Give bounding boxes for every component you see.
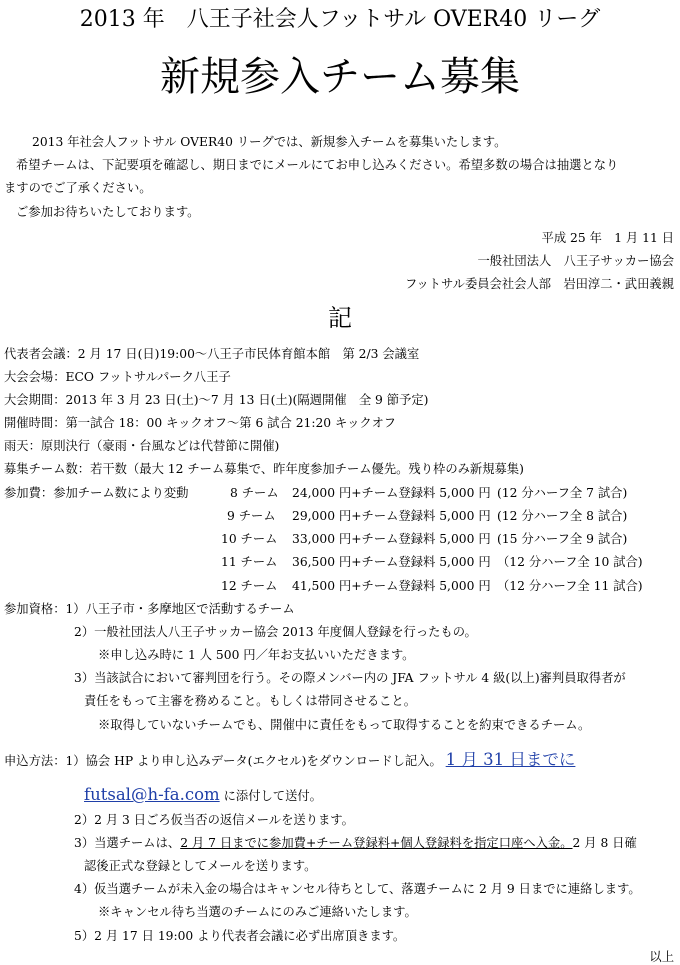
fee-amount: 36,500 円+チーム登録料 5,000 円 <box>292 555 491 569</box>
header-title: 2013 年 八王子社会人フットサル OVER40 リーグ <box>79 7 601 32</box>
fee-row <box>0 531 680 547</box>
application-method-1 <box>4 752 575 769</box>
fee-amount: 24,000 円+チーム登録料 5,000 円 <box>292 486 491 500</box>
fee-note: (12 分ハーフ全 8 試合) <box>497 509 628 523</box>
fee-amount: 33,000 円+チーム登録料 5,000 円 <box>292 532 491 546</box>
qualification-3-cont: 責任をもって主審を務めること。もしくは帯同させること。 <box>84 694 417 708</box>
qualification-3: 3）当該試合において審判団を行う。その際メンバー内の JFA フットサル 4 級(以上)審判員取得者が <box>74 671 626 685</box>
fee-row <box>0 578 680 594</box>
email-link[interactable]: futsal@h-fa.com <box>84 785 220 804</box>
email-line-tail: に添付して送付。 <box>223 789 322 803</box>
end-mark: 以上 <box>649 950 674 964</box>
match-time: 開催時間：第一試合 18：00 キックオフ～第 6 試合 21:20 キックオフ <box>4 416 396 430</box>
deadline-link[interactable]: 1 月 31 日までに <box>445 750 576 769</box>
application-method-3 <box>74 835 637 851</box>
method-3-suffix: 2 月 8 日確 <box>572 836 637 850</box>
qualification-2: 2）一般社団法人八王子サッカー協会 2013 年度個人登録を行ったもの。 <box>74 625 477 639</box>
fee-note: （12 分ハーフ全 10 試合) <box>497 555 643 569</box>
fee-teams: 10 チーム <box>221 532 278 546</box>
rain-policy: 雨天：原則決行（豪雨・台風などは代替節に開催) <box>4 439 280 453</box>
method-3-prefix: 3）当選チームは、 <box>74 836 181 850</box>
fee-row <box>0 485 680 501</box>
fee-row <box>0 554 680 570</box>
application-method-5: 5）2 月 17 日 19:00 より代表者会議に必ず出席頂きます。 <box>74 929 406 943</box>
fee-row <box>0 508 680 524</box>
fee-note: （12 分ハーフ全 11 試合) <box>497 579 643 593</box>
fee-teams: 9 チーム <box>227 509 276 523</box>
fee-amount: 29,000 円+チーム登録料 5,000 円 <box>292 509 491 523</box>
fee-label: 参加費：参加チーム数により変動 <box>4 486 189 500</box>
application-method-3-cont: 認後正式な登録としてメールを送ります。 <box>84 859 317 873</box>
application-method-4: 4）仮当選チームが未入金の場合はキャンセル待ちとして、落選チームに 2 月 9 日までに連絡します。 <box>74 882 641 896</box>
application-method-2: 2）2 月 3 日ごろ仮当否の返信メールを送ります。 <box>74 813 354 827</box>
fee-amount: 41,500 円+チーム登録料 5,000 円 <box>292 579 491 593</box>
qualification-1: 参加資格：1）八王子市・多摩地区で活動するチーム <box>4 602 295 616</box>
intro-p2b: ますのでご了承ください。 <box>4 181 152 195</box>
issue-date: 平成 25 年 1 月 11 日 <box>541 231 674 245</box>
application-method-1-text: 申込方法：1）協会 HP より申し込みデータ(エクセル)をダウンロードし記入。 <box>4 754 442 768</box>
venue: 大会会場：ECO フットサルパーク八王子 <box>4 370 231 384</box>
fee-teams: 12 チーム <box>221 579 278 593</box>
fee-teams: 11 チーム <box>221 555 278 569</box>
intro-p1: 2013 年社会人フットサル OVER40 リーグでは、新規参入チームを募集いたします。 <box>32 135 507 149</box>
qualification-2-note: ※申し込み時に 1 人 500 円／年お支払いいただきます。 <box>98 648 415 662</box>
qualification-3-note: ※取得していないチームでも、開催中に責任をもって取得することを約束できるチーム。 <box>98 718 591 732</box>
intro-p2a: 希望チームは、下記要項を確認し、期日までにメールにてお申し込みください。希望多数の場合は抽選となり <box>16 158 619 172</box>
method-3-underlined: 2 月 7 日までに参加費+チーム登録料+個人登録料を指定口座へ入金。 <box>180 836 573 850</box>
fee-teams: 8 チーム <box>230 486 279 500</box>
email-line <box>84 787 322 804</box>
rep-meeting: 代表者会議：2 月 17 日(日)19:00～八王子市民体育館本館 第 2/3 会議室 <box>4 347 420 361</box>
recruit-count: 募集チーム数：若干数（最大 12 チーム募集で、昨年度参加チーム優先。残り枠のみ新規募集) <box>4 462 524 476</box>
intro-p3: ご参加お待ちいたしております。 <box>16 205 200 219</box>
fee-note: (15 分ハーフ全 9 試合) <box>497 532 628 546</box>
sender-dept: フットサル委員会社会人部 岩田淳二・武田義親 <box>404 277 674 291</box>
ki-heading: 記 <box>328 304 352 332</box>
period: 大会期間：2013 年 3 月 23 日(土)～7 月 13 日(土)(隔週開催 全 9 節予定) <box>4 393 429 407</box>
page-title: 新規参入チーム募集 <box>160 54 520 100</box>
fee-note: (12 分ハーフ全 7 試合) <box>497 486 628 500</box>
application-method-4-note: ※キャンセル待ち当選のチームにのみご連絡いたします。 <box>98 905 417 919</box>
sender-org: 一般社団法人 八王子サッカー協会 <box>477 254 674 268</box>
